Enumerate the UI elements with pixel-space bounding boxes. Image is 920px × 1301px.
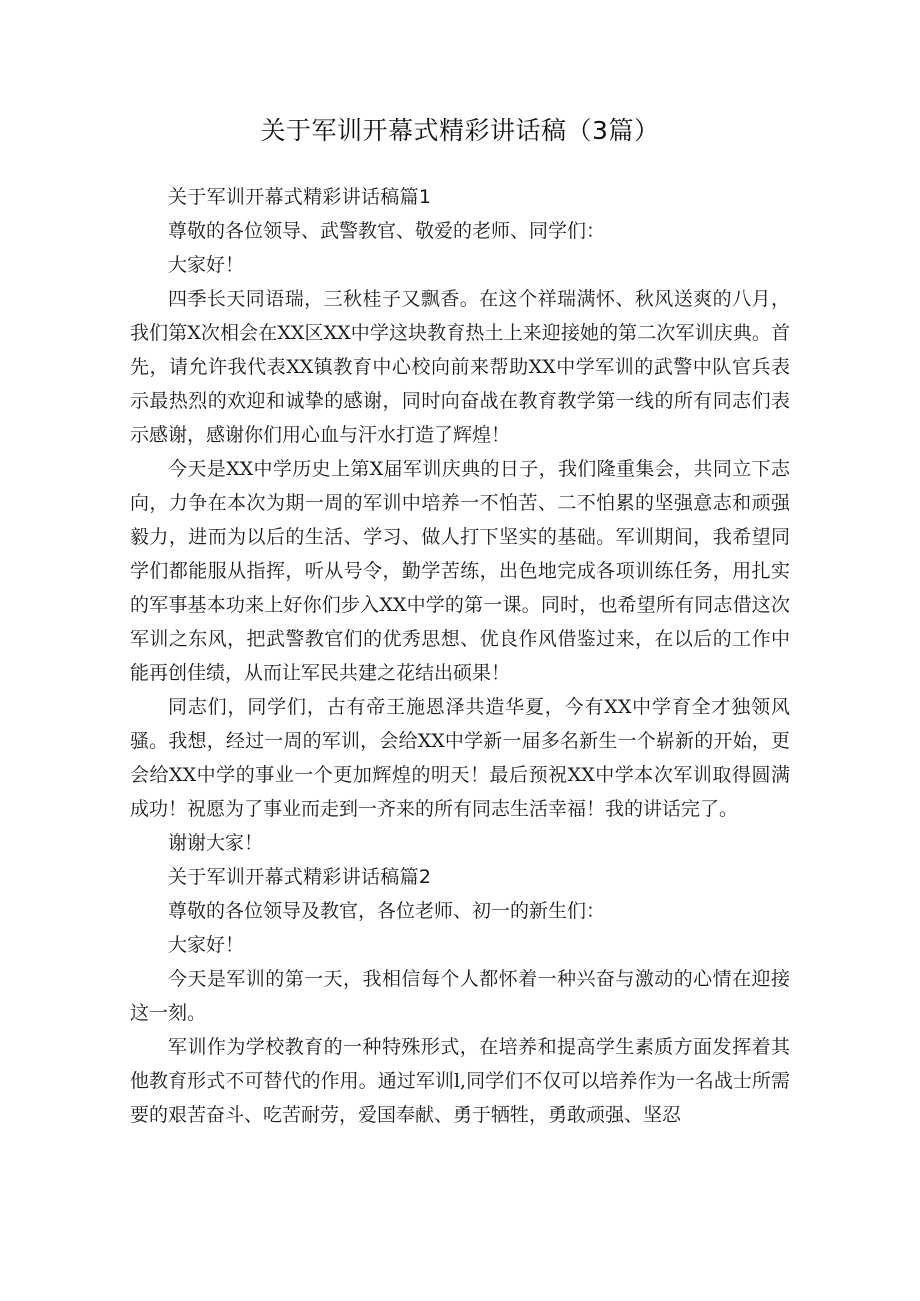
body-paragraph: 今天是军训的第一天，我相信每个人都怀着一种兴奋与激动的心情在迎接这一刻。	[130, 968, 790, 1024]
body-paragraph: 同志们，同学们，古有帝王施恩泽共造华夏，今有XX中学育全才独领风骚。我想，经过一周的军训，会给XX中学新一届多名新生一个崭新的开始，更会给XX中学的事业一个更加辉煌的明天！最后预祝XX中学本次军训取得圆满成功！祝愿为了事业而走到一齐来的所有同志生活幸福！我的讲话完了。	[130, 696, 790, 820]
salutation-paragraph: 尊敬的各位领导及教官，各位老师、初一的新生们：	[168, 900, 606, 922]
section-heading-2: 关于军训开幕式精彩讲话稿篇2	[168, 866, 432, 888]
salutation-paragraph: 尊敬的各位领导、武警教官、敬爱的老师、同学们：	[168, 220, 606, 242]
body-paragraph: 今天是XX中学历史上第X届军训庆典的日子，我们隆重集会，共同立下志向，力争在本次为期一周的军训中培养一不怕苦、二不怕累的坚强意志和顽强毅力，进而为以后的生活、学习、做人打下坚实的基础。军训期间，我希望同学们都能服从指挥，听从号令，勤学苦练，出色地完成各项训练任务，用扎实的军事基本功来上好你们步入XX中学的第一课。同时，也希望所有同志借这次军训之东风，把武警教官们的优秀思想、优良作风借鉴过来，在以后的工作中能再创佳绩，从而让军民共建之花结出硕果！	[130, 458, 790, 684]
greeting-paragraph: 大家好！	[168, 254, 245, 276]
body-paragraph: 四季长天同语瑞，三秋桂子又飘香。在这个祥瑞满怀、秋风送爽的八月，我们第X次相会在XX区XX中学这块教育热土上来迎接她的第二次军训庆典。首先，请允许我代表XX镇教育中心校向前来帮助XX中学军训的武警中队官兵表示最热烈的欢迎和诚挚的感谢，同时向奋战在教育教学第一线的所有同志们表示感谢，感谢你们用心血与汗水打造了辉煌！	[130, 288, 790, 446]
section-heading-1: 关于军训开幕式精彩讲话稿篇1	[168, 186, 432, 208]
body-paragraph: 军训作为学校教育的一种特殊形式，在培养和提高学生素质方面发挥着其他教育形式不可替代的作用。通过军训l,同学们不仅可以培养作为一名战士所需要的艰苦奋斗、吃苦耐劳，爱国奉献、勇于牺牲，勇敢顽强、坚忍	[130, 1036, 790, 1126]
document-body	[130, 180, 790, 1132]
greeting-paragraph: 大家好！	[168, 934, 245, 956]
closing-paragraph: 谢谢大家！	[168, 832, 264, 854]
document-title: 关于军训开幕式精彩讲话稿（3篇）	[260, 116, 660, 145]
